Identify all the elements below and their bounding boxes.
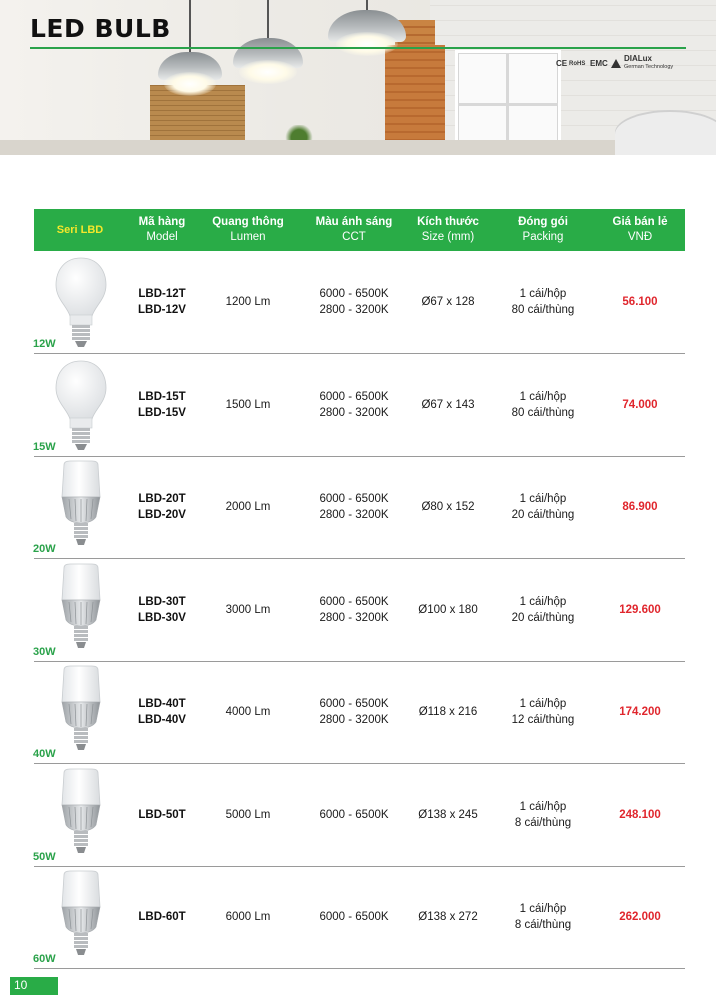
packing-carton: 20 cái/thùng <box>511 509 575 521</box>
cell-packing <box>491 456 595 558</box>
model-code: LBD-15T <box>138 390 186 403</box>
model-code: LBD-12T <box>138 288 186 300</box>
cell-model <box>112 559 212 661</box>
a-bulb-icon <box>52 254 110 349</box>
cell-price <box>590 456 690 558</box>
packing-box: 1 cái/hộp <box>519 698 567 710</box>
lumen-value: 6000 Lm <box>225 911 271 923</box>
cell-packing <box>491 251 595 353</box>
table-row <box>34 456 685 559</box>
packing-box: 1 cái/hộp <box>519 288 567 300</box>
size-value: Ø67 x 143 <box>421 398 475 411</box>
cell-lumen <box>198 661 298 763</box>
cell-lumen <box>198 764 298 866</box>
packing-carton: 8 cái/thùng <box>514 816 572 829</box>
model-code: LBD-30V <box>138 611 186 624</box>
cell-packing <box>491 354 595 456</box>
t-bulb-icon <box>52 869 110 964</box>
wattage-label: 30W <box>33 645 56 658</box>
model-code: LBD-50T <box>138 808 186 821</box>
dialux-tagline: German Technology <box>624 64 674 70</box>
packing-box: 1 cái/hộp <box>519 595 567 608</box>
col-subtitle: VNĐ <box>627 231 653 243</box>
cell-price <box>590 661 690 763</box>
model-code: LBD-60T <box>138 911 186 923</box>
cell-packing <box>491 866 595 968</box>
cct-value: 2800 - 3200K <box>319 304 389 316</box>
col-header-price <box>590 209 690 251</box>
cell-price <box>590 251 690 353</box>
lumen-value: 2000 Lm <box>225 501 271 513</box>
col-subtitle: Packing <box>522 231 564 243</box>
cct-value: 2800 - 3200K <box>319 509 389 521</box>
table-row <box>34 354 685 457</box>
cell-price <box>590 866 690 968</box>
cct-value: 2800 - 3200K <box>319 611 389 624</box>
col-header-lumen <box>198 209 298 251</box>
cell-model <box>112 251 212 353</box>
col-header-model <box>112 209 212 251</box>
model-code: LBD-40T <box>138 698 186 710</box>
model-code: LBD-12V <box>138 304 186 316</box>
wattage-label: 50W <box>33 850 56 863</box>
dialux-logo <box>624 54 673 72</box>
price-value: 129.600 <box>619 603 661 616</box>
cell-cct <box>302 456 406 558</box>
wattage-label: 60W <box>33 953 56 965</box>
cell-packing <box>491 661 595 763</box>
col-header-packing <box>491 209 595 251</box>
col-title: Giá bán lẻ <box>612 216 668 228</box>
page-number: 10 <box>14 978 28 992</box>
cert-emc-mark: EMC <box>590 59 608 68</box>
price-value: 86.900 <box>622 501 658 513</box>
cct-value: 6000 - 6500K <box>319 390 389 403</box>
cell-model <box>112 661 212 763</box>
model-code: LBD-20V <box>138 509 186 521</box>
page-title: LED BULB <box>30 14 171 43</box>
cell-lumen <box>198 456 298 558</box>
col-title: Màu ánh sáng <box>315 216 393 228</box>
price-value: 74.000 <box>622 398 658 411</box>
col-subtitle: Model <box>146 231 178 243</box>
packing-carton: 80 cái/thùng <box>511 406 575 419</box>
cell-model <box>112 866 212 968</box>
cell-size <box>398 661 498 763</box>
cell-packing <box>491 764 595 866</box>
cell-size <box>398 251 498 353</box>
packing-carton: 8 cái/thùng <box>514 919 572 931</box>
cct-value: 6000 - 6500K <box>319 595 389 608</box>
cell-cct <box>302 764 406 866</box>
lumen-value: 4000 Lm <box>225 706 271 718</box>
price-value: 174.200 <box>619 706 661 718</box>
table-row <box>34 559 685 662</box>
model-code: LBD-30T <box>138 595 186 608</box>
table-row <box>34 661 685 764</box>
size-value: Ø118 x 216 <box>418 706 478 718</box>
size-value: Ø138 x 245 <box>418 808 478 821</box>
cell-cct <box>302 354 406 456</box>
wattage-label: 20W <box>33 543 56 555</box>
cct-value: 6000 - 6500K <box>319 288 389 300</box>
cct-value: 2800 - 3200K <box>319 406 389 419</box>
size-value: Ø138 x 272 <box>418 911 478 923</box>
price-value: 262.000 <box>619 911 661 923</box>
cell-price <box>590 764 690 866</box>
cell-lumen <box>198 559 298 661</box>
packing-box: 1 cái/hộp <box>519 903 567 915</box>
cell-cct <box>302 866 406 968</box>
cell-size <box>398 764 498 866</box>
dialux-name: DIALux <box>624 54 652 63</box>
cell-model <box>112 354 212 456</box>
pendant-lamp <box>328 0 406 60</box>
packing-carton: 80 cái/thùng <box>511 304 575 316</box>
size-value: Ø80 x 152 <box>421 501 475 513</box>
wattage-label: 12W <box>33 338 56 350</box>
col-title: Seri LBD <box>56 223 104 236</box>
table-row <box>34 866 685 969</box>
packing-box: 1 cái/hộp <box>519 800 567 813</box>
packing-carton: 20 cái/thùng <box>511 611 575 624</box>
cell-packing <box>491 559 595 661</box>
col-subtitle: Size (mm) <box>421 231 475 243</box>
cell-model <box>112 456 212 558</box>
col-header-cct <box>302 209 406 251</box>
table-row <box>34 251 685 354</box>
dialux-logo-icon <box>611 59 621 68</box>
wattage-label: 40W <box>33 748 56 760</box>
cell-size <box>398 354 498 456</box>
cct-value: 2800 - 3200K <box>319 714 389 726</box>
t-bulb-icon <box>52 767 110 862</box>
packing-box: 1 cái/hộp <box>519 493 567 505</box>
cell-model <box>112 764 212 866</box>
size-value: Ø67 x 128 <box>421 296 475 308</box>
cct-value: 6000 - 6500K <box>319 911 389 923</box>
cct-value: 6000 - 6500K <box>319 698 389 710</box>
size-value: Ø100 x 180 <box>418 603 478 616</box>
cell-size <box>398 866 498 968</box>
cert-rohs-mark: RoHS <box>569 61 586 67</box>
pendant-lamp <box>233 0 303 90</box>
cell-price <box>590 559 690 661</box>
lumen-value: 5000 Lm <box>225 808 271 821</box>
lumen-value: 1500 Lm <box>225 398 271 411</box>
col-title: Đóng gói <box>518 216 568 228</box>
price-value: 56.100 <box>622 296 658 308</box>
cell-lumen <box>198 866 298 968</box>
cell-size <box>398 456 498 558</box>
wattage-label: 15W <box>33 440 56 453</box>
t-bulb-icon <box>52 459 110 554</box>
cell-cct <box>302 251 406 353</box>
cell-size <box>398 559 498 661</box>
cell-price <box>590 354 690 456</box>
col-title: Kích thước <box>417 216 479 228</box>
t-bulb-icon <box>52 562 110 657</box>
packing-carton: 12 cái/thùng <box>511 714 575 726</box>
col-header-size <box>398 209 498 251</box>
title-underline <box>30 47 686 49</box>
col-subtitle: CCT <box>342 231 366 243</box>
model-code: LBD-15V <box>138 406 186 419</box>
col-title: Mã hàng <box>138 216 186 228</box>
cct-value: 6000 - 6500K <box>319 808 389 821</box>
cert-ce-mark: CE <box>556 59 568 68</box>
col-subtitle: Lumen <box>230 231 266 243</box>
packing-box: 1 cái/hộp <box>519 390 567 403</box>
table-row <box>34 764 685 867</box>
model-code: LBD-20T <box>138 493 186 505</box>
model-code: LBD-40V <box>138 714 186 726</box>
a-bulb-icon <box>52 357 110 452</box>
table-header <box>34 209 685 251</box>
cell-cct <box>302 559 406 661</box>
cct-value: 6000 - 6500K <box>319 493 389 505</box>
lumen-value: 1200 Lm <box>225 296 271 308</box>
lumen-value: 3000 Lm <box>225 603 271 616</box>
price-value: 248.100 <box>619 808 661 821</box>
cell-lumen <box>198 251 298 353</box>
col-title: Quang thông <box>212 216 284 228</box>
cell-cct <box>302 661 406 763</box>
cell-lumen <box>198 354 298 456</box>
t-bulb-icon <box>52 664 110 759</box>
